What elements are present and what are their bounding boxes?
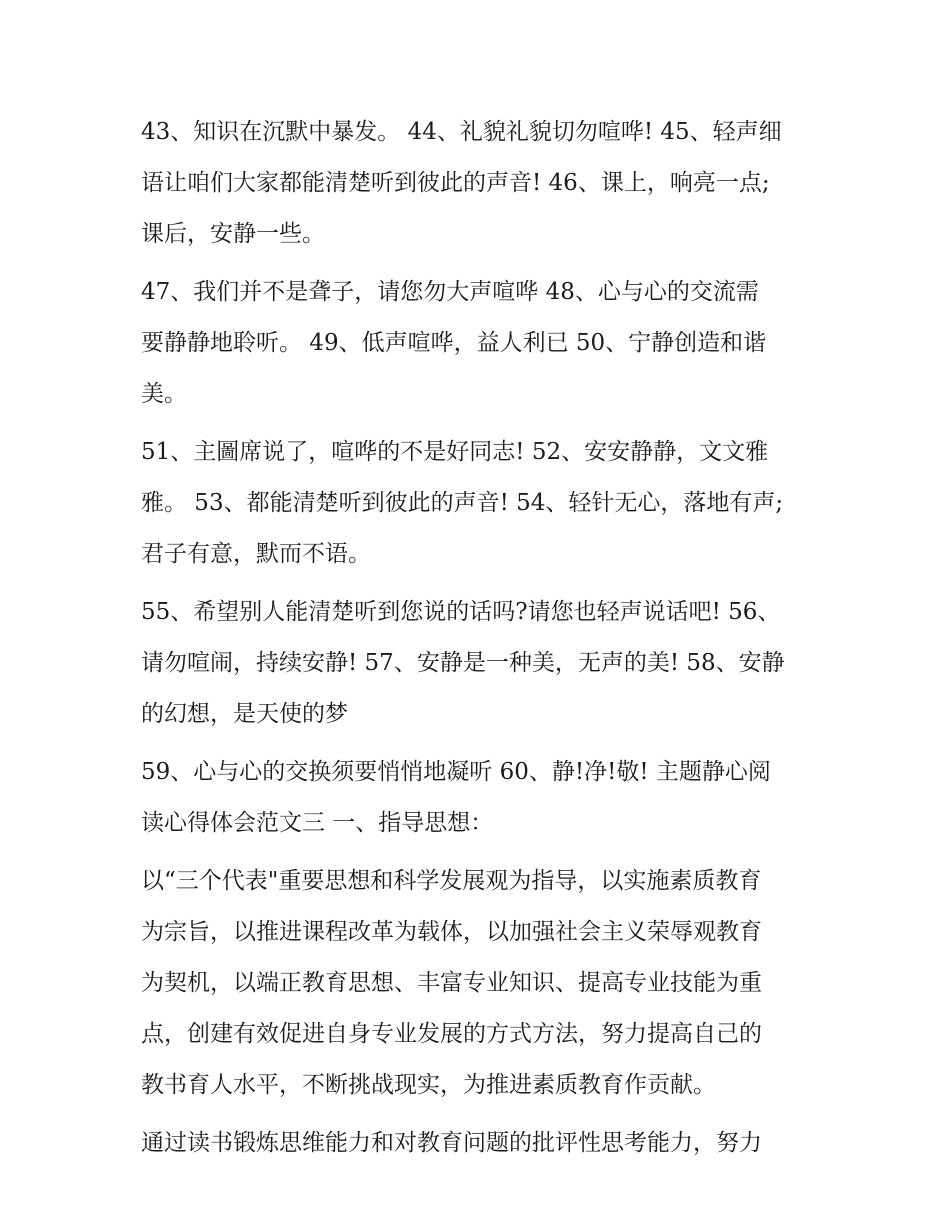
text-line: 课后，安静一些。 bbox=[141, 221, 325, 247]
text-line: 51、主圖席说了，喧哗的不是好同志! 52、安安静静，文文雅 bbox=[141, 439, 769, 465]
text-line: 要静静地聆听。 49、低声喧哗，益人利已 50、宁静创造和谐 bbox=[141, 330, 767, 356]
text-line: 美。 bbox=[141, 381, 187, 407]
text-line: 君子有意，默而不语。 bbox=[141, 541, 371, 567]
text-line: 教书育人水平，不断挑战现实，为推进素质教育作贡献。 bbox=[141, 1072, 716, 1098]
text-line: 读心得体会范文三 一、指导思想： bbox=[141, 810, 494, 836]
text-line: 为宗旨，以推进课程改革为载体，以加强社会主义荣辱观教育 bbox=[141, 919, 762, 945]
text-line: 47、我们并不是聋子，请您勿大声喧哗 48、心与心的交流需 bbox=[141, 279, 759, 305]
text-line: 雅。 53、都能清楚听到彼此的声音! 54、轻针无心，落地有声; bbox=[141, 490, 784, 516]
text-line: 通过读书锻炼思维能力和对教育问题的批评性思考能力，努力 bbox=[141, 1130, 762, 1156]
paragraph bbox=[141, 427, 821, 580]
paragraph bbox=[141, 267, 821, 420]
text-line: 的幻想，是天使的梦 bbox=[141, 701, 348, 727]
text-line: 点，创建有效促进自身专业发展的方式方法，努力提高自己的 bbox=[141, 1021, 762, 1047]
text-line: 55、希望别人能清楚听到您说的话吗?请您也轻声说话吧! 56、 bbox=[141, 599, 781, 625]
paragraph bbox=[141, 856, 821, 1111]
text-line: 59、心与心的交换须要悄悄地凝听 60、静!净!敬! 主题静心阅 bbox=[141, 759, 771, 785]
document-body bbox=[141, 107, 821, 1176]
paragraph bbox=[141, 1118, 821, 1169]
text-line: 请勿喧闹，持续安静! 57、安静是一种美，无声的美! 58、安静 bbox=[141, 650, 785, 676]
paragraph bbox=[141, 107, 821, 260]
text-line: 43、知识在沉默中暴发。 44、礼貌礼貌切勿喧哗! 45、轻声细 bbox=[141, 119, 782, 145]
paragraph bbox=[141, 747, 821, 849]
text-line: 以“三个代表"重要思想和科学发展观为指导，以实施素质教育 bbox=[141, 868, 762, 894]
text-line: 语让咱们大家都能清楚听到彼此的声音! 46、课上，响亮一点; bbox=[141, 170, 770, 196]
text-line: 为契机，以端正教育思想、丰富专业知识、提高专业技能为重 bbox=[141, 970, 762, 996]
paragraph bbox=[141, 587, 821, 740]
